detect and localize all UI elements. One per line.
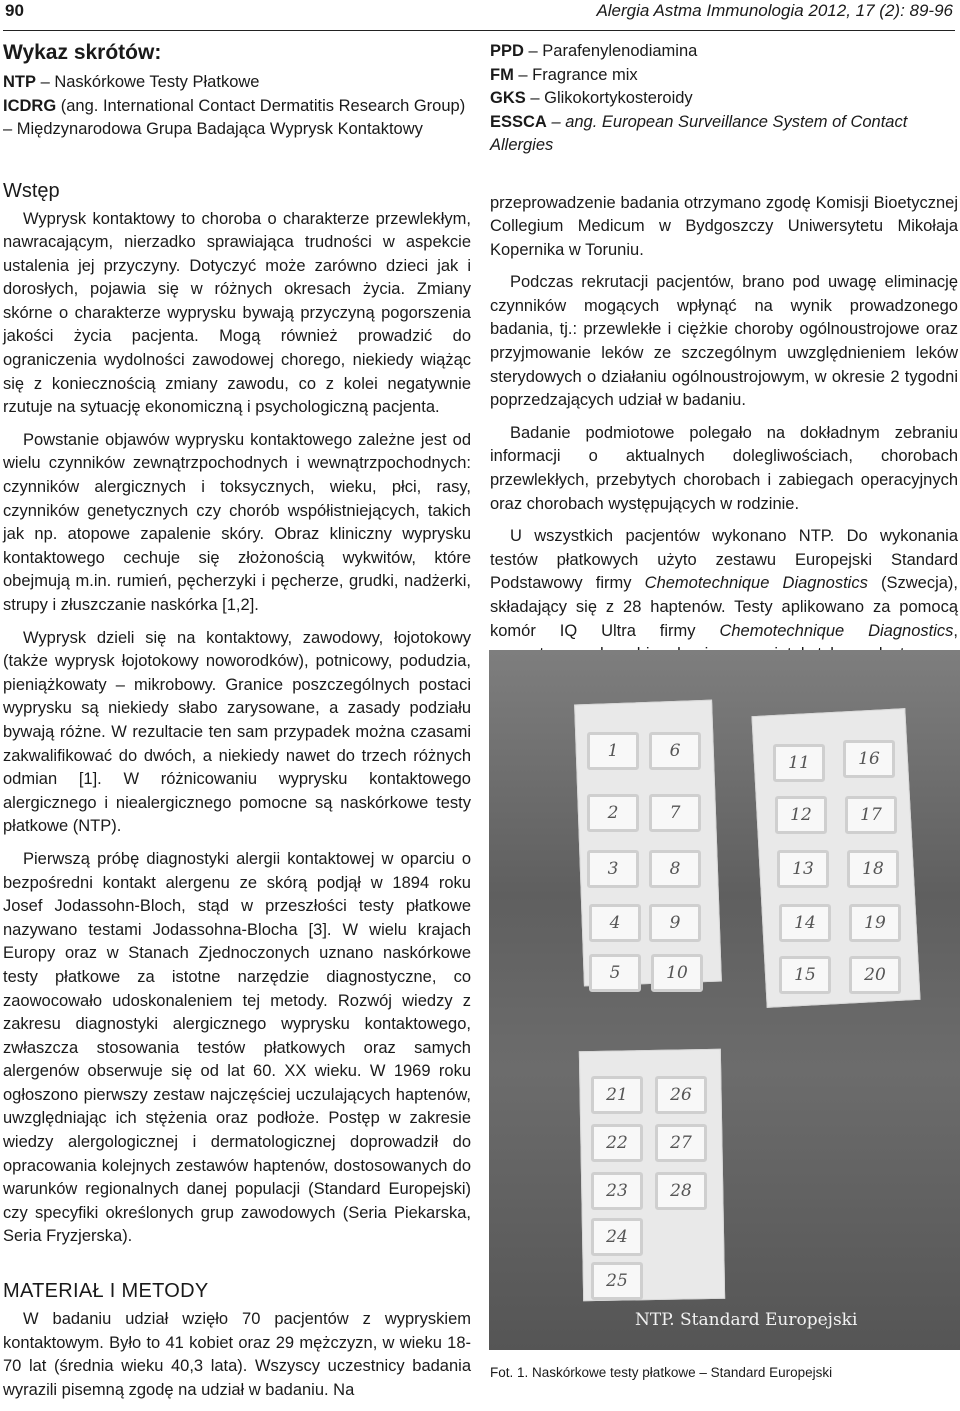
patch-chamber: 19	[849, 904, 901, 942]
body-paragraph: Podczas rekrutacji pacjentów, brano pod uwagę eliminację czynników mogących wpłynąć na wynik prowadzonego badania, tj.: przewlekłe i ciężkie choroby ogólnoustrojowe oraz przyjmowanie leków ze szczególnym uwzględnieniem leków sterydowych o działaniu ogólnoustrojowym, w okresie 2 tygodni poprzedzających udział w badaniu.	[490, 273, 958, 410]
patch-chamber: 27	[655, 1124, 707, 1162]
page-header	[3, 0, 955, 31]
abbreviation-list-right	[490, 40, 958, 158]
patch-chamber: 28	[655, 1172, 707, 1210]
patch-chamber: 6	[649, 732, 701, 770]
patch-chamber: 13	[777, 850, 829, 888]
abbreviation-item: FM – Fragrance mix	[490, 65, 638, 84]
right-column	[490, 38, 958, 676]
body-paragraph: Powstanie objawów wyprysku kontaktowego zależne jest od wielu czynników zewnątrzpochodnych i wewnątrzpochodnych: czynników alergicznych i toksycznych, wieku, płci, rasy, czynników genetycznych czy chorób współistniejących, takich jak np. atopowe zapalenie skóry. Obraz kliniczny wyprysku kontaktowego cechuje się złożonością wykwitów, które obejmują m.in. rumień, pęcherzyki i pęcherze, grudki, nadżerki, strupy i złuszczanie naskórka [1,2].	[3, 430, 471, 614]
abbreviation-item: PPD – Parafenylenodiamina	[490, 42, 698, 60]
body-paragraph: U wszystkich pacjentów wykonano NTP. Do wykonania testów płatkowych użyto zestawu Europejski Standard Podstawowy firmy Chemotechnique Diagnostics (Szwecja), składający się z 28 haptenów. Testy aplikowano za pomocą komór IQ Ultra firmy Chemotechnique Diagnostics,	[490, 527, 958, 640]
patch-chamber: 9	[649, 904, 701, 942]
patch-chamber: 8	[649, 850, 701, 888]
patch-chamber: 21	[591, 1076, 643, 1114]
patch-chamber: 12	[775, 796, 827, 834]
patch-chamber: 1	[587, 732, 639, 770]
left-column	[3, 38, 471, 1411]
patch-chamber: 5	[589, 954, 641, 992]
patch-chamber: 3	[587, 850, 639, 888]
photo-label: NTP. Standard Europejski	[635, 1310, 858, 1330]
body-paragraph: przeprowadzenie badania otrzymano zgodę Komisji Bioetycznej Collegium Medicum w Bydgoszczy Uniwersytetu Mikołaja Kopernika w Toruniu.	[490, 193, 958, 259]
page-number: 90	[5, 1, 24, 20]
section-title-intro: Wstęp	[3, 179, 60, 202]
patch-chamber: 2	[587, 794, 639, 832]
patch-chamber: 7	[649, 794, 701, 832]
patch-chamber: 24	[591, 1218, 643, 1256]
patch-chamber: 22	[591, 1124, 643, 1162]
patch-chamber: 15	[779, 956, 831, 994]
patch-chamber: 14	[779, 904, 831, 942]
patch-chamber: 10	[651, 954, 703, 992]
body-paragraph: Pierwszą próbę diagnostyki alergii kontaktowej w oparciu o bezpośredni kontakt alergenu ze skórą podjął w 1894 roku Josef Jodassohn-Bloch, stąd w przeszłości testy płatkowe nazywano testami Jodassohna-Blocha [3]. W wielu krajach Europy oraz w Stanach Zjednoczonych uznano naskórkowe testy płatkowe za istotne narzędzie diagnostyczne, co zaowocowało udoskonaleniem tej metody. Rozwój wiedzy z zakresu diagnostyki alergicznego wyprysku kontaktowego, zwłaszcza stosowania testów płatkowych oraz samych alergenów obserwuje się od lat 60. XX wieku. W 1969 roku ogłoszono pierwszy zestaw najczęściej uczulających haptenów, uwzględniając ich stężenia oraz podłoże. Postęp w zakresie wiedzy alergologicznej i dermatologicznej doprowadził do opracowania kolejnych zestawów haptenów, dostosowanych do warunków regionalnych danej populacji (Standard Europejski) czy specyfiki określonych grup zawodowych (Seria Piekarska, Seria Fryzjerska).	[3, 849, 471, 1246]
patch-chamber: 26	[655, 1076, 707, 1114]
patch-chamber: 16	[843, 740, 895, 778]
abbreviation-item: GKS – Glikokortykosteroidy	[490, 89, 693, 107]
abbreviation-item: NTP – Naskórkowe Testy Płatkowe	[3, 73, 260, 91]
patch-chamber: 4	[589, 904, 641, 942]
patch-chamber: 20	[849, 956, 901, 994]
body-paragraph: W badaniu udział wzięło 70 pacjentów z wypryskiem kontaktowym. Było to 41 kobiet oraz 29 mężczyzn, w wieku 18-70 lat (średnia wieku 40,3 lata). Wszyscy uczestnicy badania wyrazili pisemną zgodę na udział w badaniu. Na	[3, 1310, 471, 1399]
body-paragraph: Wyprysk kontaktowy to choroba o charakterze przewlekłym, nawracającym, nierzadko sprawiająca trudności w aspekcie ustalenia jej przyczyny. Dotyczyć może zarówno dzieci jak i dorosłych, pojawia się w różnych okresach życia. Zmiany skórne o charakterze wyprysku bywają przyczyną pogorszenia jakości życia pacjenta. Mogą również prowadzić do ograniczenia wydolności zawodowej chorego, niekiedy wiążąc się z koniecznością zmiany zawodu, co z kolei negatywnie rzutuje na sytuację ekonomiczną i psychologiczną pacjenta.	[3, 209, 471, 417]
abbreviation-list-left	[3, 71, 471, 142]
journal-reference: Alergia Astma Immunologia 2012, 17 (2): 89-96	[596, 1, 953, 20]
abbreviations-title: Wykaz skrótów:	[3, 41, 162, 64]
patch-chamber: 18	[847, 850, 899, 888]
section-title-methods: MATERIAŁ I METODY	[3, 1280, 209, 1303]
abbreviation-item: ICDRG (ang. International Contact Dermatitis Research Group) – Międzynarodowa Grupa Badająca Wyprysk Kontaktowy	[3, 96, 466, 138]
body-paragraph: Wyprysk dzieli się na kontaktowy, zawodowy, łojotokowy (także wyprysk łojotokowy noworodków), potnicowy, podudzia, pieniążkowaty – mikrobowy. Granice poszczególnych postaci wyprysku są niekiedy słabo zarysowane, a zasady podziału bywają różne. W rezultacie ten sam przypadek można czasami zakwalifikować do dwóch, a niekiedy nawet do trzech różnych odmian [1]. W różnicowaniu wyprysku kontaktowego alergicznego i niealergicznego pomocne są naskórkowe testy płatkowe (NTP).	[3, 628, 471, 836]
patch-chamber: 11	[773, 744, 825, 782]
body-paragraph: Badanie podmiotowe polegało na dokładnym zebraniu informacji o aktualnych dolegliwościach, chorobach przewlekłych, przebytych chorobach i zabiegach operacyjnych oraz chorobach występujących w rodzinie.	[490, 423, 958, 513]
figure-caption: Fot. 1. Naskórkowe testy płatkowe – Standard Europejski	[490, 1365, 833, 1380]
abbreviation-item: ESSCA – ang. European Surveillance System of Contact Allergies	[490, 112, 908, 154]
patch-chamber: 25	[591, 1262, 643, 1300]
patch-test-photo	[489, 650, 960, 1350]
patch-chamber: 17	[845, 796, 897, 834]
patch-chamber: 23	[591, 1172, 643, 1210]
